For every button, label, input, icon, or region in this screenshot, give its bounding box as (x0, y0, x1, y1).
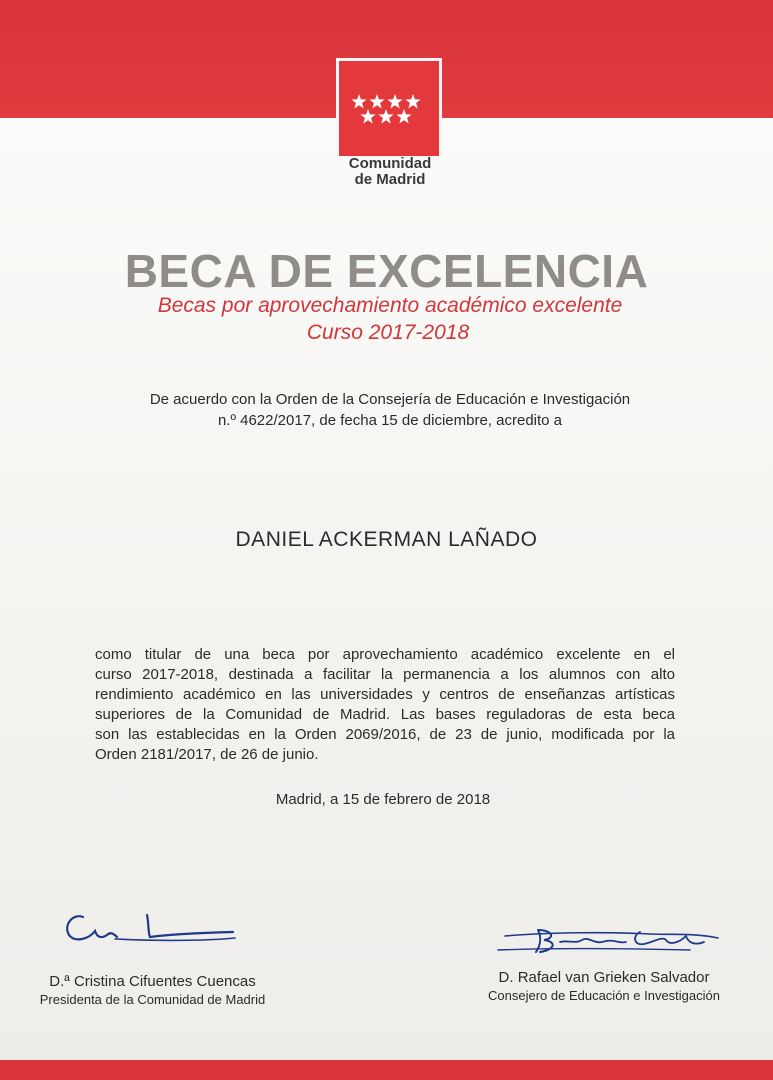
signatory-name: D. Rafael van Grieken Salvador (498, 969, 710, 986)
star-icon (405, 94, 420, 109)
signatory-name: D.ª Cristina Cifuentes Cuencas (49, 973, 256, 990)
star-icon (360, 109, 375, 124)
logo-wordmark (300, 156, 480, 188)
place-and-date: Madrid, a 15 de febrero de 2018 (275, 791, 491, 808)
logo-line-2: de Madrid (354, 171, 426, 188)
intro-line: n.º 4622/2017, de fecha 15 de diciembre, acredito a (217, 412, 563, 429)
signatory-role: Consejero de Educación e Investigación (488, 988, 720, 1003)
comunidad-de-madrid-logo (336, 58, 442, 156)
recipient-name: DANIEL ACKERMAN LAÑADO (235, 528, 538, 551)
bottom-red-band (0, 1060, 773, 1080)
certificate-title: BECA DE EXCELENCIA (124, 245, 649, 297)
certificate-subtitle: Becas por aprovechamiento académico excelente (157, 294, 623, 317)
star-icon (378, 109, 393, 124)
star-icon (351, 94, 366, 109)
logo-line-1: Comunidad (348, 155, 432, 172)
body-line: rendimiento académico en las universidades y centros de enseñanzas artísticas (95, 686, 675, 703)
body-paragraph (95, 645, 675, 765)
star-icon (387, 94, 402, 109)
body-line: son las establecidas en la Orden 2069/2016, de 23 de junio, modificada por la (95, 726, 675, 743)
right-signature (490, 920, 730, 970)
intro-paragraph (110, 389, 670, 431)
body-line: superiores de la Comunidad de Madrid. Las bases reguladoras de esta beca (95, 706, 675, 723)
signatory-role: Presidenta de la Comunidad de Madrid (39, 992, 266, 1007)
body-line: curso 2017-2018, destinada a facilitar la permanencia a los alumnos con alto (95, 666, 675, 683)
left-signatory (20, 972, 285, 1008)
seven-stars-icon (339, 61, 439, 156)
left-signature (55, 905, 255, 955)
intro-line: De acuerdo con la Orden de la Consejería de Educación e Investigación (149, 391, 631, 408)
body-line: Orden 2181/2017, de 26 de junio. (95, 746, 319, 763)
certificate-course: Curso 2017-2018 (306, 321, 470, 344)
body-line: como titular de una beca por aprovechamiento académico excelente en el (95, 646, 675, 663)
right-signatory (470, 968, 738, 1004)
star-icon (369, 94, 384, 109)
star-icon (396, 109, 411, 124)
